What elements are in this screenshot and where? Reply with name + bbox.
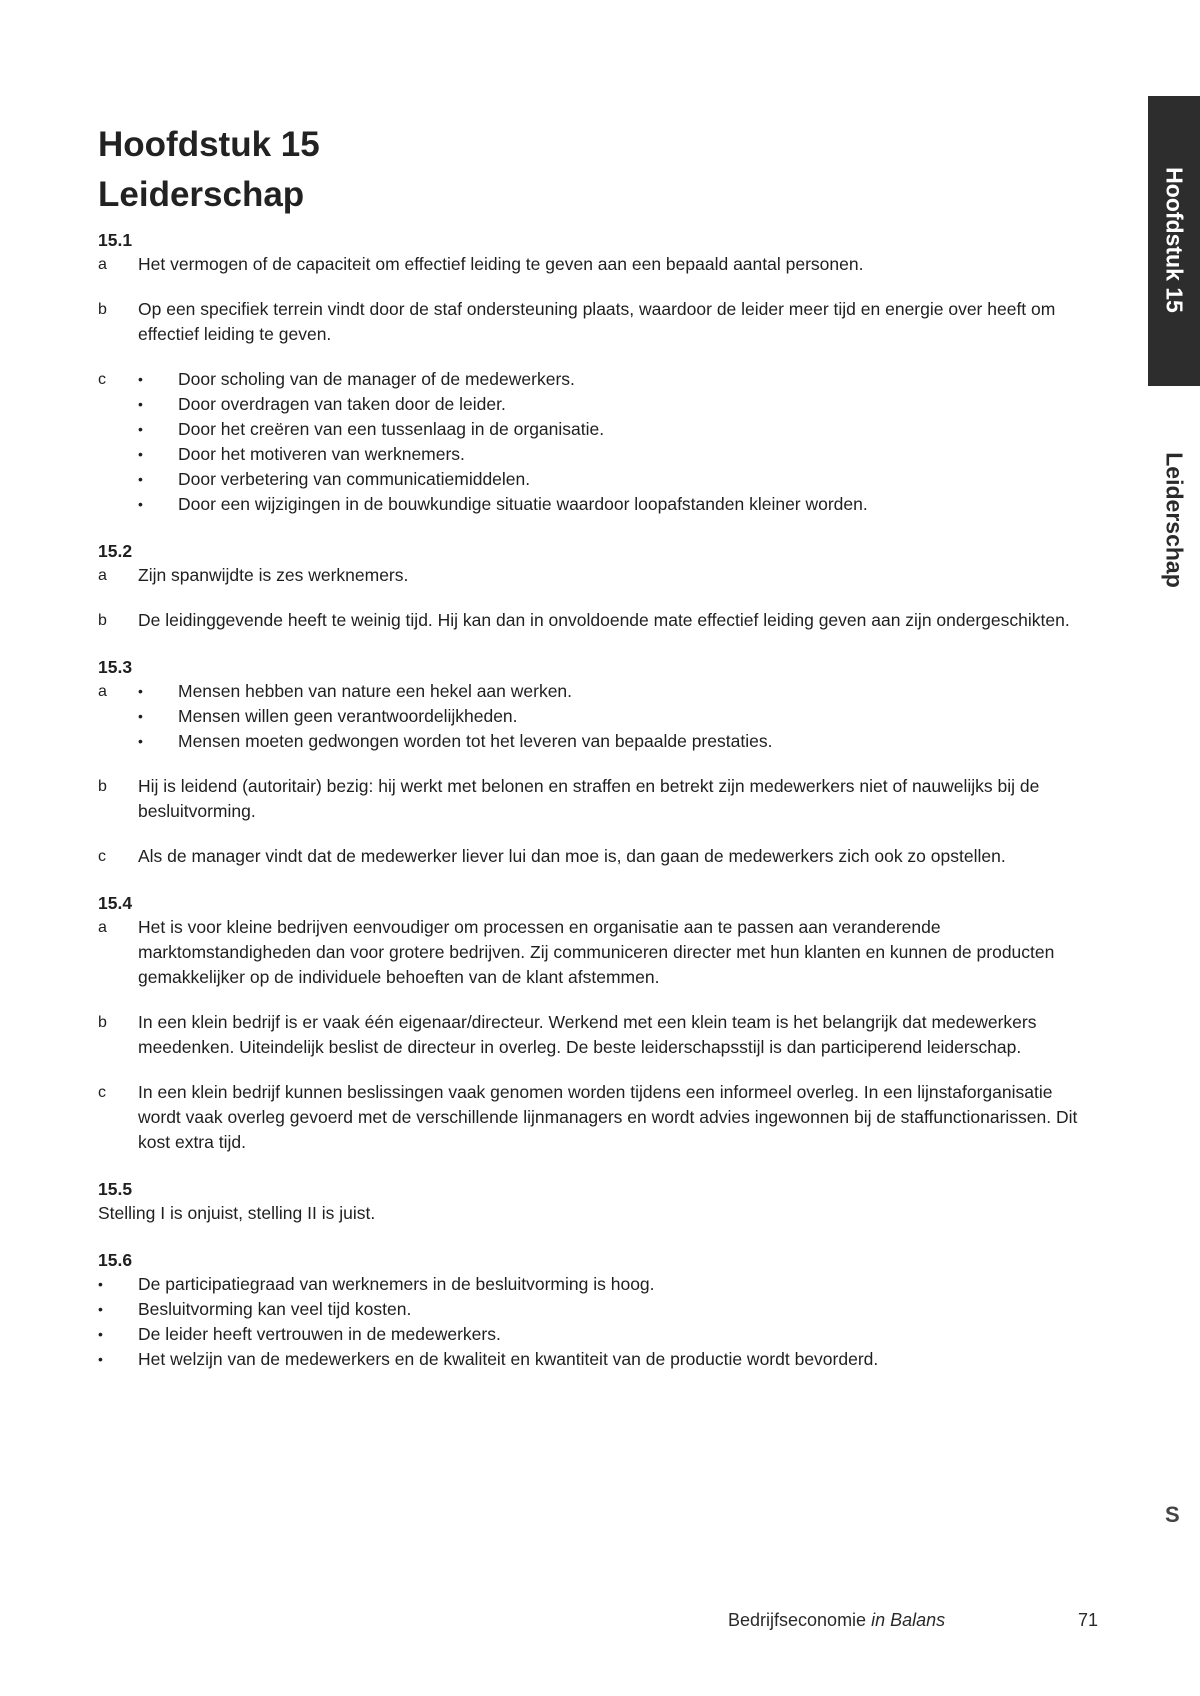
list-item bbox=[138, 417, 1098, 442]
answer-text: Als de manager vindt dat de medewerker liever lui dan moe is, dan gaan de medewerkers zich ook zo opstellen. bbox=[138, 846, 1006, 866]
item-letter: a bbox=[98, 567, 107, 584]
list-item bbox=[98, 1272, 1098, 1297]
list-item-text: Mensen hebben van nature een hekel aan werken. bbox=[178, 681, 573, 701]
side-tab-chapter-label: Hoofdstuk 15 bbox=[1161, 167, 1188, 313]
bullet-icon: • bbox=[98, 1326, 103, 1342]
footer-book-title bbox=[728, 1610, 945, 1631]
list-item bbox=[138, 492, 1098, 517]
list-item bbox=[138, 367, 1098, 392]
list-item-text: Mensen moeten gedwongen worden tot het leveren van bepaalde prestaties. bbox=[178, 731, 773, 751]
answer-item-c bbox=[98, 367, 1098, 517]
item-letter: c bbox=[98, 371, 106, 388]
chapter-subtitle: Leiderschap bbox=[98, 175, 305, 214]
item-letter: a bbox=[98, 683, 107, 700]
bullet-list bbox=[138, 367, 1098, 517]
chapter-heading bbox=[98, 120, 320, 220]
section-number: 15.4 bbox=[98, 893, 133, 913]
answer-text: In een klein bedrijf is er vaak één eigenaar/directeur. Werkend met een klein team is het belangrijk dat medewerkers meedenken. Uiteindelijk beslist de directeur in overleg. De beste leiderschapsstijl is dan participerend leiderschap. bbox=[138, 1012, 1037, 1057]
bullet-list bbox=[98, 1272, 1098, 1372]
answer-item-c bbox=[98, 844, 1098, 869]
item-letter: b bbox=[98, 612, 107, 629]
section-number: 15.1 bbox=[98, 230, 133, 250]
answer-item-b bbox=[98, 297, 1098, 347]
item-letter: c bbox=[98, 1084, 106, 1101]
answers-content bbox=[98, 228, 1098, 1394]
list-item-text: Het welzijn van de medewerkers en de kwaliteit en kwantiteit van de productie wordt bevorderd. bbox=[138, 1349, 879, 1369]
list-item-text: Door een wijzigingen in de bouwkundige situatie waardoor loopafstanden kleiner worden. bbox=[178, 494, 868, 514]
bullet-icon: • bbox=[138, 446, 143, 462]
list-item bbox=[98, 1347, 1098, 1372]
answer-text: In een klein bedrijf kunnen beslissingen vaak genomen worden tijdens een informeel overleg. In een lijnstaforganisatie wordt vaak overleg gevoerd met de verschillende lijnmanagers en wordt advies ingewonnen bij de staffunctionarissen. Dit kost extra tijd. bbox=[138, 1082, 1078, 1152]
section-15-6 bbox=[98, 1248, 1098, 1372]
answer-text: De leidinggevende heeft te weinig tijd. Hij kan dan in onvoldoende mate effectief leiding geven aan zijn ondergeschikten. bbox=[138, 610, 1070, 630]
section-15-3 bbox=[98, 655, 1098, 869]
answer-text: Stelling I is onjuist, stelling II is juist. bbox=[98, 1203, 376, 1223]
item-letter: b bbox=[98, 778, 107, 795]
answer-item-b bbox=[98, 608, 1098, 633]
answer-text: Zijn spanwijdte is zes werknemers. bbox=[138, 565, 409, 585]
bullet-icon: • bbox=[138, 371, 143, 387]
list-item bbox=[138, 442, 1098, 467]
section-15-2 bbox=[98, 539, 1098, 633]
section-number: 15.6 bbox=[98, 1250, 133, 1270]
side-marker-letter: S bbox=[1165, 1502, 1180, 1527]
section-number: 15.5 bbox=[98, 1179, 133, 1199]
list-item bbox=[138, 679, 1098, 704]
bullet-icon: • bbox=[138, 471, 143, 487]
list-item bbox=[98, 1322, 1098, 1347]
answer-item-a bbox=[98, 563, 1098, 588]
bullet-icon: • bbox=[138, 496, 143, 512]
item-letter: a bbox=[98, 256, 107, 273]
list-item-text: Besluitvorming kan veel tijd kosten. bbox=[138, 1299, 412, 1319]
answer-item-c bbox=[98, 1080, 1098, 1155]
answer-text: Hij is leidend (autoritair) bezig: hij werkt met belonen en straffen en betrekt zijn medewerkers niet of nauwelijks bij de besluitvorming. bbox=[138, 776, 1040, 821]
list-item-text: Door scholing van de manager of de medewerkers. bbox=[178, 369, 575, 389]
page-number: 71 bbox=[1078, 1610, 1099, 1630]
chapter-title: Hoofdstuk 15 bbox=[98, 125, 320, 164]
list-item bbox=[138, 467, 1098, 492]
footer-book-prefix: Bedrijfseconomie bbox=[728, 1610, 867, 1630]
bullet-icon: • bbox=[98, 1301, 103, 1317]
section-15-4 bbox=[98, 891, 1098, 1155]
list-item bbox=[138, 729, 1098, 754]
bullet-list bbox=[138, 679, 1098, 754]
footer-book-suffix: in Balans bbox=[871, 1610, 946, 1630]
answer-item-a bbox=[98, 252, 1098, 277]
list-item bbox=[98, 1297, 1098, 1322]
bullet-icon: • bbox=[138, 683, 143, 699]
list-item-text: De leider heeft vertrouwen in de medewerkers. bbox=[138, 1324, 501, 1344]
answer-item-b bbox=[98, 1010, 1098, 1060]
bullet-icon: • bbox=[98, 1276, 103, 1292]
bullet-icon: • bbox=[98, 1351, 103, 1367]
item-letter: b bbox=[98, 301, 107, 318]
list-item bbox=[138, 392, 1098, 417]
item-letter: b bbox=[98, 1014, 107, 1031]
list-item bbox=[138, 704, 1098, 729]
item-letter: c bbox=[98, 848, 106, 865]
item-letter: a bbox=[98, 919, 107, 936]
bullet-icon: • bbox=[138, 708, 143, 724]
list-item-text: Door overdragen van taken door de leider. bbox=[178, 394, 506, 414]
bullet-icon: • bbox=[138, 421, 143, 437]
answer-item-a bbox=[98, 679, 1098, 754]
list-item-text: Mensen willen geen verantwoordelijkheden. bbox=[178, 706, 518, 726]
answer-item-b bbox=[98, 774, 1098, 824]
list-item-text: De participatiegraad van werknemers in de besluitvorming is hoog. bbox=[138, 1274, 655, 1294]
answer-text: Het is voor kleine bedrijven eenvoudiger om processen en organisatie aan te passen aan veranderende marktomstandigheden dan voor grotere bedrijven. Zij communiceren directer met hun klanten en kunnen de producten gemakkelijker op de individuele behoeften van de klant afstemmen. bbox=[138, 917, 1055, 987]
side-tab-topic-label: Leiderschap bbox=[1161, 452, 1188, 588]
bullet-icon: • bbox=[138, 396, 143, 412]
list-item-text: Door verbetering van communicatiemiddelen. bbox=[178, 469, 531, 489]
section-number: 15.2 bbox=[98, 541, 133, 561]
bullet-icon: • bbox=[138, 733, 143, 749]
section-number: 15.3 bbox=[98, 657, 133, 677]
list-item-text: Door het creëren van een tussenlaag in de organisatie. bbox=[178, 419, 605, 439]
answer-text: Het vermogen of de capaciteit om effectief leiding te geven aan een bepaald aantal personen. bbox=[138, 254, 864, 274]
section-15-1 bbox=[98, 228, 1098, 517]
list-item-text: Door het motiveren van werknemers. bbox=[178, 444, 465, 464]
answer-item-a bbox=[98, 915, 1098, 990]
section-15-5 bbox=[98, 1177, 1098, 1226]
answer-text: Op een specifiek terrein vindt door de staf ondersteuning plaats, waardoor de leider meer tijd en energie over heeft om effectief leiding te geven. bbox=[138, 299, 1056, 344]
